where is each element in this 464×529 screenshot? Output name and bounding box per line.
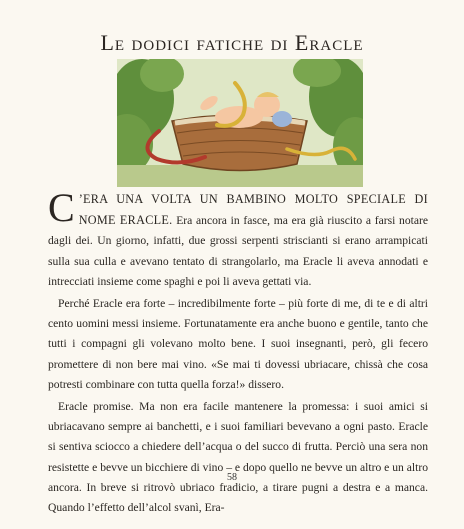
- opening-line: ’ERA UNA VOLTA UN BAMBINO MOLTO SPECIALE DI NOME ERACLE.: [78, 192, 428, 228]
- page-number: 58: [227, 472, 237, 483]
- chapter-title: Le dodici fatiche di Eracle: [100, 30, 364, 55]
- drop-cap: C: [48, 185, 75, 230]
- paragraph-3: Eracle promise. Ma non era facile mantenere la promessa: i suoi amici si ubriacavano sempre ai banchetti, e i suoi familiari bevevano a ogni pasto. Eracle si sentiva sciocco a chiedere dell’acqua o del succo di frutta. Perciò una sera non resistette e bevve un bicchiere di vino – e dopo quello ne bevve un altro e un altro ancora. In breve si ritrovò ubriaco fradicio, a tirare pugni a destra e a manca. Quando l’effetto dell’alcol svanì, Era-: [48, 400, 428, 515]
- paragraph-1: [48, 185, 428, 292]
- paragraph-2: Perché Eracle era forte – incredibilmente forte – più forte di me, di te e di altri cento uomini messi insieme. Fortunatamente era anche buono e gentile, tanto che tutti i compagni gli volevano molto bene. I suoi insegnanti, però, gli fecero promettere di non bere mai vino. «Se mai ti dovessi ubriacare, chissà che cosa potresti combinare con tutta quella forza!» dissero.: [48, 297, 428, 391]
- illustration-baby-with-serpents: [117, 59, 363, 187]
- paragraph-1-text: Era ancora in fasce, ma era già riuscito a farsi notare dagli dei. Un giorno, infatti, due grossi serpenti striscianti si erano arrampicati sulla sua culla e avevano tentato di strangolarlo, ma Eracle li aveva annodati e intrecciati insieme come spaghi e poi li aveva gettati via.: [48, 214, 428, 288]
- story-text: [48, 185, 428, 518]
